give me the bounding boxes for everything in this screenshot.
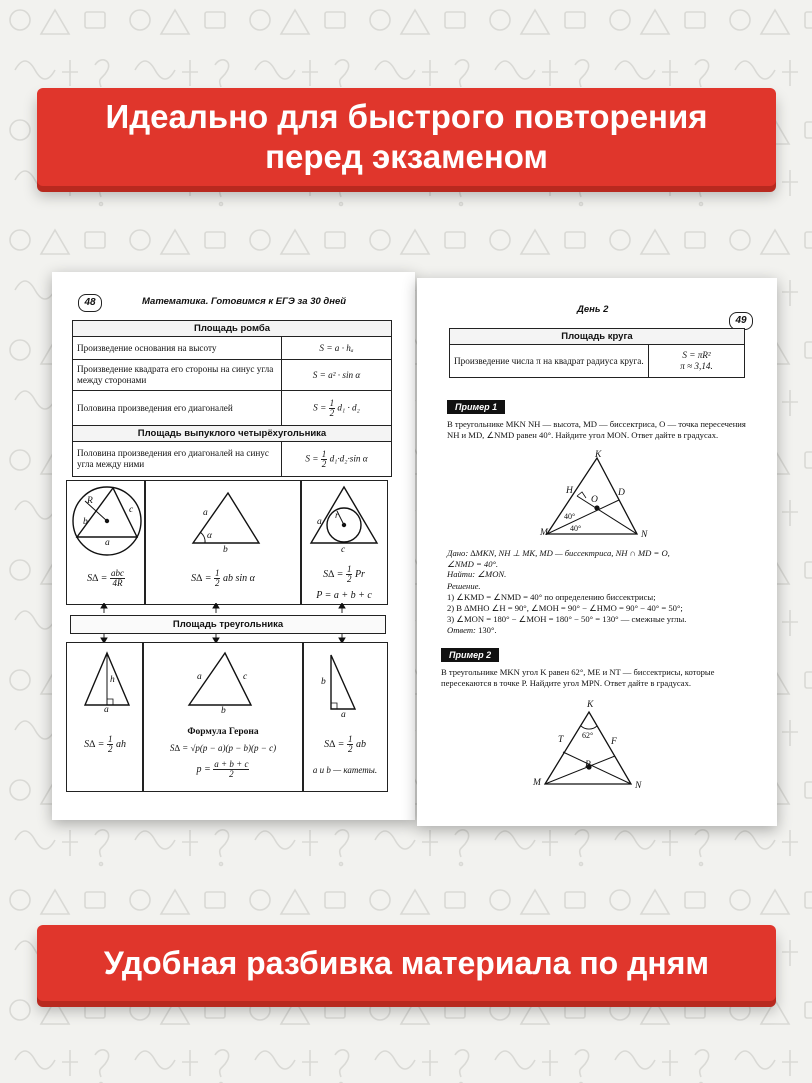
example2-problem: В треугольнике MKN угол K равен 62°, ME и NT — биссектрисы, которые пересекаются в точке P. Найдите угол MPN. Ответ дайте в градусах. xyxy=(441,667,715,688)
formula-semiperimeter: p = $\frac{a + b + c}{2}$ xyxy=(196,759,249,779)
table-row-text: Половина произведения его диагоналей на синус угла между ними xyxy=(73,442,282,477)
quad-table-header: Площадь выпуклого четырёхугольника xyxy=(73,426,392,442)
table-row-formula: S = $\frac{1}{2}$ d₁ · d₂ xyxy=(282,391,392,426)
formula-heron: S∆ = √p(p − a)(p − b)(p − c) xyxy=(169,743,277,753)
label-H: H xyxy=(566,486,573,496)
label-c: c xyxy=(129,505,134,515)
left-page xyxy=(52,272,415,820)
label-a: a xyxy=(104,705,109,715)
running-head-right: День 2 xyxy=(577,304,609,315)
label-c: c xyxy=(243,672,248,682)
fraction: $\frac{\text{abc}}{4R}$ xyxy=(110,568,124,588)
right-page xyxy=(417,278,777,826)
table-row-text: Произведение основания на высоту xyxy=(73,337,282,360)
table-row-text: Произведение числа π на квадрат радиуса круга. xyxy=(450,345,649,378)
top-banner-line2: перед экзаменом xyxy=(265,138,548,175)
fraction: $\frac{1}{2}$ xyxy=(214,568,220,588)
example1-answer: Ответ: 130°. xyxy=(447,625,497,635)
label-P: P xyxy=(585,760,591,770)
triangle-cell-inscribed xyxy=(300,480,388,605)
fraction: $\frac{1}{2}$ xyxy=(346,564,352,584)
table-row-text: Половина произведения его диагоналей xyxy=(73,391,282,426)
top-banner-line1: Идеально для быстрого повторения xyxy=(105,98,708,135)
table-row-formula: S = $\frac{1}{2}$ d₁·d₂·sin α xyxy=(282,442,392,477)
solution-step: 2) В ∆MHO ∠H = 90°, ∠MOH = 90° − ∠HMO = 90° − 40° = 50°; xyxy=(447,603,683,613)
example2-figure xyxy=(535,702,645,792)
label-K: K xyxy=(595,450,602,460)
solution-label: Решение. xyxy=(447,581,481,591)
label-a: a xyxy=(341,710,346,720)
label-N: N xyxy=(641,530,648,540)
triangle-cell-heron xyxy=(142,642,304,792)
label-M: M xyxy=(533,778,541,788)
angle-label-62: 62° xyxy=(582,731,594,740)
formula-inradius: S∆ = $\frac{1}{2}$ Pr xyxy=(323,564,365,584)
fraction: $\frac{1}{2}$ xyxy=(329,397,335,418)
fraction: $\frac{1}{2}$ xyxy=(107,734,113,754)
label-b: b xyxy=(83,517,88,527)
label-h: h xyxy=(110,675,115,685)
example1-problem: В треугольнике MKN NH — высота, MD — биссектриса, O — точка пересечения NH и MD, ∠NMD равен 40°. Найдите угол MON. Ответ дайте в градусах. xyxy=(447,419,746,440)
page-number-left: 48 xyxy=(78,294,102,312)
example1-given: Дано: ∆MKN, NH ⊥ MK, MD — биссектриса, NH ∩ MD = O, ∠NMD = 40°. Найти: ∠MON. xyxy=(447,548,670,580)
label-r: r xyxy=(335,511,339,521)
heron-triangle-figure xyxy=(143,643,303,713)
bottom-banner: Удобная разбивка материала по дням xyxy=(37,925,776,1001)
circle-area-table xyxy=(449,328,745,378)
running-head-left: Математика. Готовимся к ЕГЭ за 30 дней xyxy=(142,296,347,307)
label-a: a xyxy=(317,517,322,527)
solution-step: 3) ∠MON = 180° − ∠MOH = 180° − 50° = 130° — смежные углы. xyxy=(447,614,687,624)
triangle-cell-circumscribed xyxy=(66,480,146,605)
label-N: N xyxy=(635,781,642,791)
label-b: b xyxy=(221,706,226,716)
triangle-cell-height xyxy=(66,642,144,792)
label-R: R xyxy=(87,496,93,506)
rhombus-table-header: Площадь ромба xyxy=(73,321,392,337)
label-D: D xyxy=(618,488,625,498)
label-F: F xyxy=(611,737,617,747)
formula-perimeter: P = a + b + c xyxy=(316,590,372,601)
rhombus-area-table xyxy=(72,320,392,477)
example2-label: Пример 2 xyxy=(441,648,499,662)
table-row-formula: S = a · hₐ xyxy=(282,337,392,360)
label-alpha: α xyxy=(207,531,212,541)
table-row-text: Произведение квадрата его стороны на синус угла между сторонами xyxy=(73,360,282,391)
label-a: a xyxy=(197,672,202,682)
label-O: O xyxy=(591,495,598,505)
table-row-formula: S = a² · sin α xyxy=(282,360,392,391)
formula-right-triangle: S∆ = $\frac{1}{2}$ ab xyxy=(324,734,366,754)
triangle-area-header: Площадь треугольника xyxy=(70,615,386,634)
fraction: $\frac{a + b + c}{2}$ xyxy=(214,759,249,779)
fraction: $\frac{1}{2}$ xyxy=(321,448,327,469)
label-T: T xyxy=(558,735,564,745)
circle-table-header: Площадь круга xyxy=(450,329,745,345)
page-number-right: 49 xyxy=(729,312,753,330)
label-b: b xyxy=(223,545,228,555)
heron-title: Формула Герона xyxy=(187,727,259,737)
label-K: K xyxy=(587,700,594,710)
formula-sine: S∆ = $\frac{1}{2}$ ab sin α xyxy=(191,568,255,588)
triangle-cell-right xyxy=(302,642,388,792)
formula-base-height: S∆ = $\frac{1}{2}$ ah xyxy=(84,734,126,754)
label-M: M xyxy=(540,528,548,538)
label-a: a xyxy=(203,508,208,518)
solution-step: 1) ∠KMD = ∠NMD = 40° по определению биссектрисы; xyxy=(447,592,656,602)
label-b: b xyxy=(321,677,326,687)
legs-note: a и b — катеты. xyxy=(312,765,378,775)
circumscribed-triangle-figure xyxy=(67,481,145,561)
formula-circumradius: S∆ = $\frac{\text{abc}}{4R}$ xyxy=(87,568,124,588)
fraction: $\frac{1}{2}$ xyxy=(347,734,353,754)
table-row-formula: S = πR² π ≈ 3,14. xyxy=(649,345,745,378)
example1-label: Пример 1 xyxy=(447,400,505,414)
angle-label-40-upper: 40° xyxy=(564,512,576,521)
triangle-cell-sine xyxy=(144,480,302,605)
label-a: a xyxy=(105,538,110,548)
height-triangle-figure xyxy=(67,643,143,733)
angle-label-40-lower: 40° xyxy=(570,524,582,533)
label-c: c xyxy=(341,545,346,555)
